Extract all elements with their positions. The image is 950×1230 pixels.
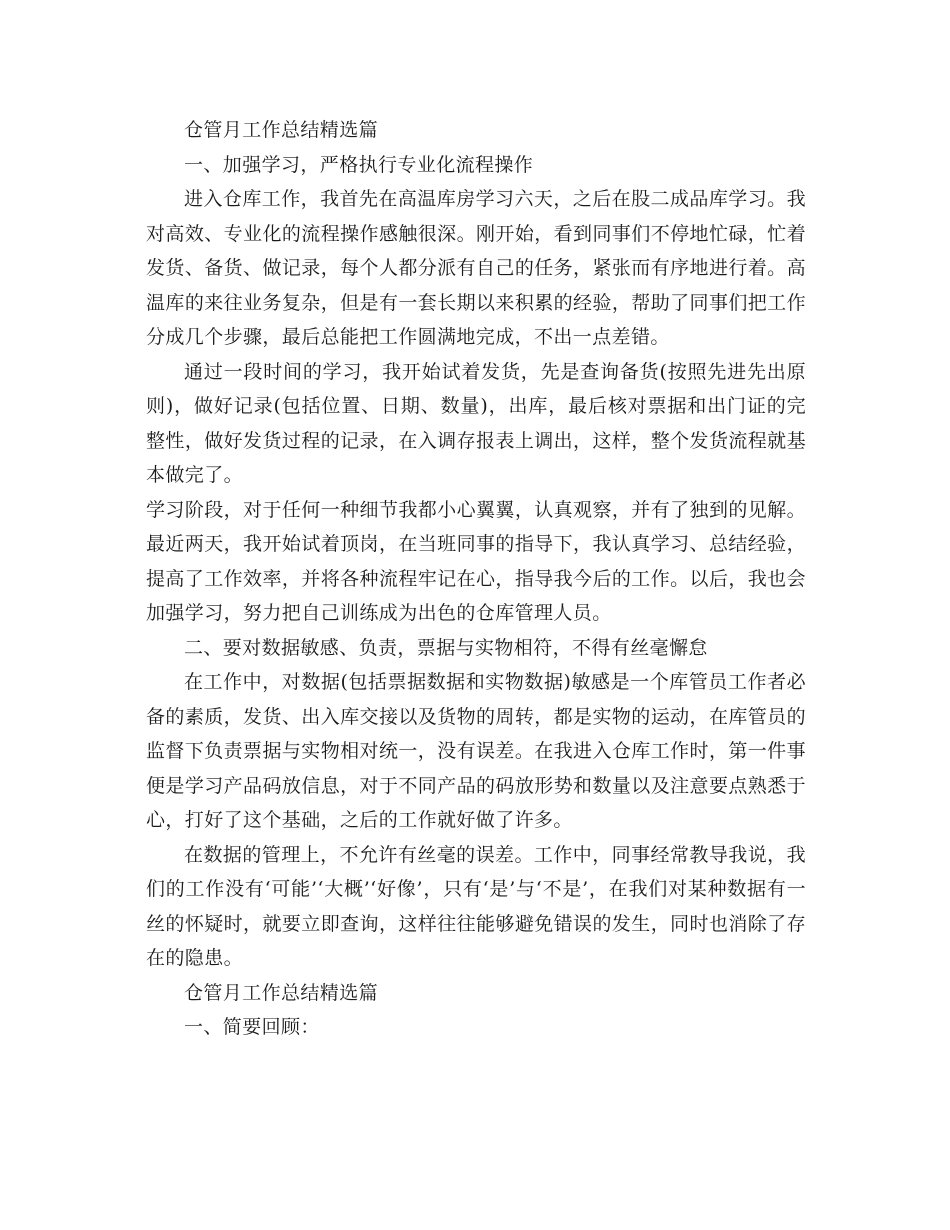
- section-heading-2: 二、要对数据敏感、负责，票据与实物相符，不得有丝毫懈怠: [184, 636, 708, 659]
- paragraph: 通过一段时间的学习，我开始试着发货，先是查询备货(按照先进先出原则)，做好记录(包括位置、日期、数量)，出库，最后核对票据和出门证的完整性，做好发货过程的记录，在入调存报表上调出，这样，整个发货流程就基本做完了。: [146, 360, 806, 486]
- paragraph: 在工作中，对数据(包括票据数据和实物数据)敏感是一个库管员工作者必备的素质，发货、出入库交接以及货物的周转，都是实物的运动，在库管员的监督下负责票据与实物相对统一，没有误差。在我进入仓库工作时，第一件事便是学习产品码放信息，对于不同产品的码放形势和数量以及注意要点熟悉于心，打好了这个基础，之后的工作就好做了许多。: [146, 671, 806, 831]
- section-heading-brief-review: 一、简要回顾：: [184, 1016, 320, 1038]
- section-heading-1: 一、加强学习，严格执行专业化流程操作: [184, 153, 534, 176]
- paragraph: 学习阶段，对于任何一种细节我都小心翼翼，认真观察，并有了独到的见解。最近两天，我开始试着顶岗，在当班同事的指导下，我认真学习、总结经验，提高了工作效率，并将各种流程牢记在心，指导我今后的工作。以后，我也会加强学习，努力把自己训练成为出色的仓库管理人员。: [146, 498, 806, 624]
- document-body: [146, 113, 806, 1045]
- document-title: 仓管月工作总结精选篇: [184, 119, 379, 141]
- document-title-repeat: 仓管月工作总结精选篇: [184, 981, 379, 1004]
- paragraph: 进入仓库工作，我首先在高温库房学习六天，之后在股二成品库学习。我对高效、专业化的流程操作感触很深。刚开始，看到同事们不停地忙碌，忙着发货、备货、做记录，每个人都分派有自己的任务，紧张而有序地进行着。高温库的来往业务复杂，但是有一套长期以来积累的经验，帮助了同事们把工作分成几个步骤，最后总能把工作圆满地完成，不出一点差错。: [146, 188, 806, 348]
- paragraph: 在数据的管理上，不允许有丝毫的误差。工作中，同事经常教导我说，我们的工作没有‘可能’‘大概’‘好像’，只有‘是’与‘不是’，在我们对某种数据有一丝的怀疑时，就要立即查询，这样往往能够避免错误的发生，同时也消除了存在的隐患。: [146, 843, 806, 969]
